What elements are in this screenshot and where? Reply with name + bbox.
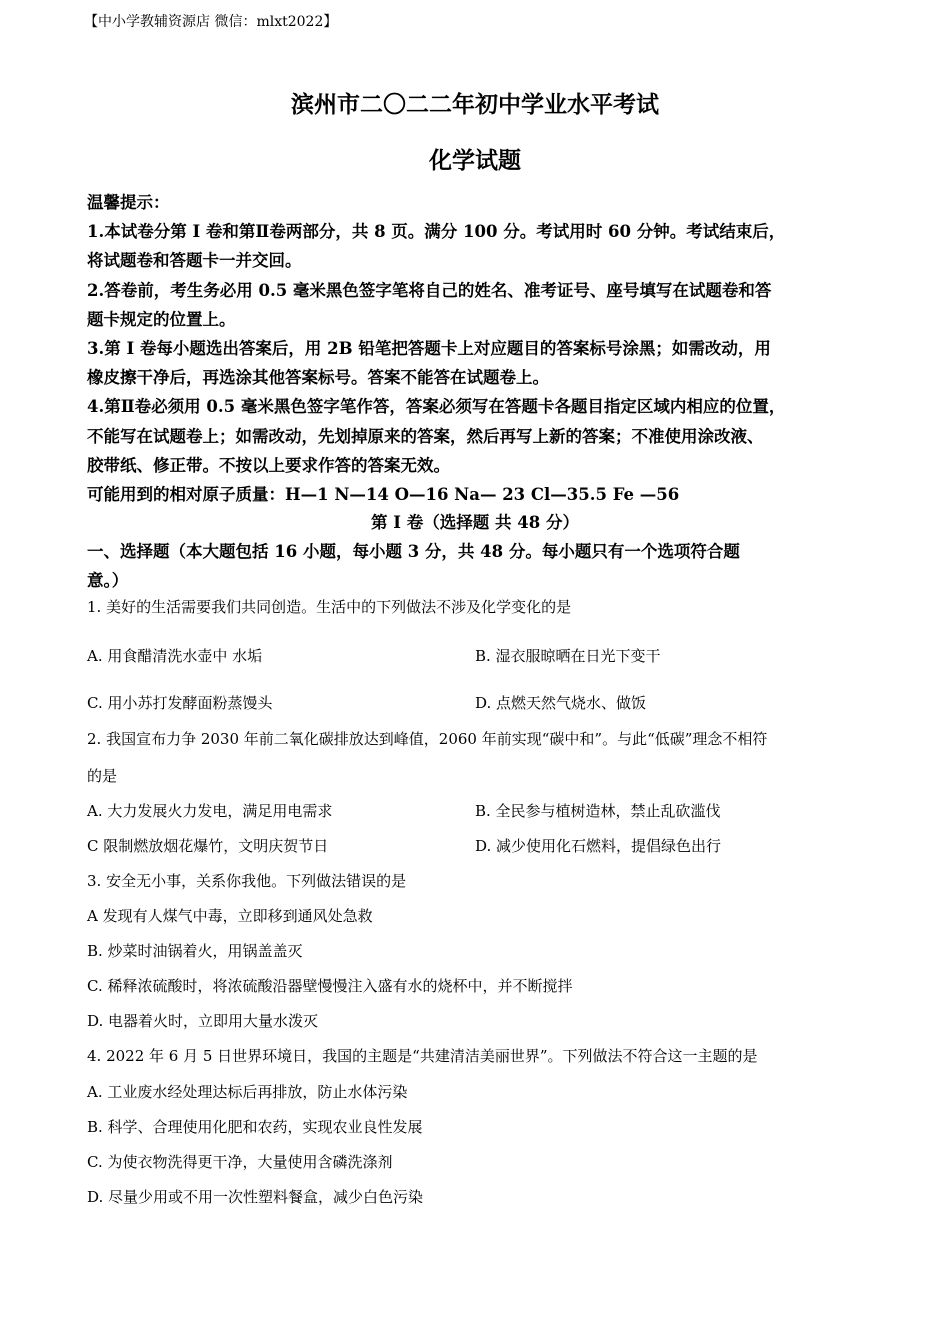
instructions-heading: 温馨提示： xyxy=(87,193,170,212)
question-2-option-b: B. 全民参与植树造林，禁止乱砍滥伐 xyxy=(475,802,721,820)
question-2-option-d: D. 减少使用化石燃料，提倡绿色出行 xyxy=(475,837,722,855)
instruction-line: 2.答卷前，考生务必用 0.5 毫米黑色签字笔将自己的姓名、准考证号、座号填写在试题卷和答 xyxy=(87,280,772,300)
instruction-line: 胶带纸、修正带。不按以上要求作答的答案无效。 xyxy=(87,455,450,475)
question-1-option-b: B. 湿衣服晾晒在日光下变干 xyxy=(475,647,661,665)
question-2-option-a: A. 大力发展火力发电，满足用电需求 xyxy=(87,802,333,820)
part-heading-line: 意。） xyxy=(87,571,129,590)
instruction-line: 将试题卷和答题卡一并交回。 xyxy=(87,251,302,271)
instruction-line: 1.本试卷分第 I 卷和第Ⅱ卷两部分，共 8 页。满分 100 分。考试用时 60 分钟。考试结束后， xyxy=(87,222,786,242)
part-heading xyxy=(87,537,867,595)
exam-title: 滨州市二〇二二年初中学业水平考试 xyxy=(291,91,659,118)
question-2-stem: 2. 我国宣布力争 2030 年前二氧化碳排放达到峰值，2060 年前实现“碳中和”。与此“低碳”理念不相符 xyxy=(87,730,768,748)
header-note: 【中小学教辅资源店 微信：mlxt2022】 xyxy=(84,14,338,30)
question-4-stem: 4. 2022 年 6 月 5 日世界环境日，我国的主题是“共建清洁美丽世界”。下列做法不符合这一主题的是 xyxy=(87,1047,758,1065)
question-4-option-d: D. 尽量少用或不用一次性塑料餐盒，减少白色污染 xyxy=(87,1188,424,1206)
instructions xyxy=(87,188,877,509)
question-1-stem: 1. 美好的生活需要我们共同创造。生活中的下列做法不涉及化学变化的是 xyxy=(87,598,572,616)
question-1-option-a: A. 用食醋清洗水壶中 水垢 xyxy=(87,647,263,665)
exam-subtitle: 化学试题 xyxy=(429,147,521,174)
question-3-option-a: A 发现有人煤气中毒，立即移到通风处急救 xyxy=(87,907,373,925)
instruction-line: 题卡规定的位置上。 xyxy=(87,309,236,329)
question-2-option-c: C 限制燃放烟花爆竹，文明庆贺节日 xyxy=(87,837,329,855)
question-3-option-c: C. 稀释浓硫酸时，将浓硫酸沿器壁慢慢注入盛有水的烧杯中，并不断搅拌 xyxy=(87,977,573,995)
instruction-line: 3.第 I 卷每小题选出答案后，用 2B 铅笔把答题卡上对应题目的答案标号涂黑；如需改动，用 xyxy=(87,339,771,359)
question-4-option-c: C. 为使衣物洗得更干净，大量使用含磷洗涤剂 xyxy=(87,1153,393,1171)
question-1-option-d: D. 点燃天然气烧水、做饭 xyxy=(475,694,647,712)
question-3-option-b: B. 炒菜时油锅着火，用锅盖盖灭 xyxy=(87,942,303,960)
instruction-line: 橡皮擦干净后，再选涂其他答案标号。答案不能答在试题卷上。 xyxy=(87,368,549,388)
question-1-option-c: C. 用小苏打发酵面粉蒸馒头 xyxy=(87,694,273,712)
question-4-option-a: A. 工业废水经处理达标后再排放，防止水体污染 xyxy=(87,1083,408,1101)
instruction-line: 不能写在试题卷上；如需改动，先划掉原来的答案，然后再写上新的答案；不准使用涂改液、 xyxy=(87,426,764,446)
question-3-stem: 3. 安全无小事，关系你我他。下列做法错误的是 xyxy=(87,872,407,890)
question-4-option-b: B. 科学、合理使用化肥和农药，实现农业良性发展 xyxy=(87,1118,423,1136)
question-3-option-d: D. 电器着火时，立即用大量水泼灭 xyxy=(87,1012,319,1030)
part-heading-line: 一、选择题（本大题包括 16 小题，每小题 3 分，共 48 分。每小题只有一个选项符合题 xyxy=(87,542,740,561)
section-title: 第 I 卷（选择题 共 48 分） xyxy=(371,513,579,532)
question-2-stem-cont: 的是 xyxy=(87,767,118,785)
atomic-mass-line: 可能用到的相对原子质量：H—1 N—14 O—16 Na— 23 Cl—35.5 Fe —56 xyxy=(87,485,680,505)
instruction-line: 4.第Ⅱ卷必须用 0.5 毫米黑色签字笔作答，答案必须写在答题卡各题目指定区域内相应的位置， xyxy=(87,397,786,417)
